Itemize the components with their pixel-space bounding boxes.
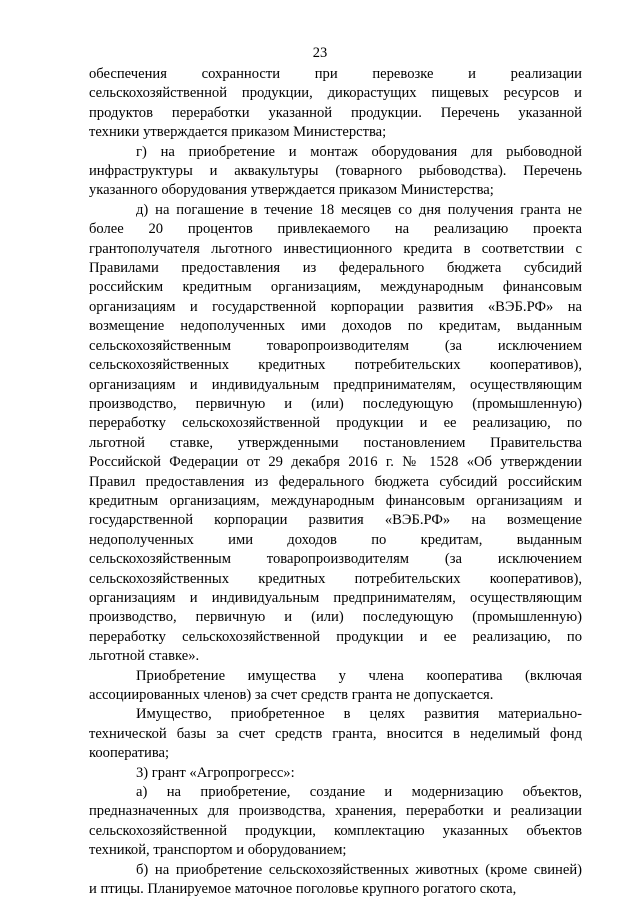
- paragraph-b-animals: [89, 861, 582, 900]
- text-line: производство, первичную и (или) последующую (промышленную): [89, 609, 582, 626]
- text-line: производство, первичную и (или) последующую (промышленную): [89, 395, 582, 412]
- paragraph-3-agroprogress: [89, 764, 582, 783]
- text-line: указанного оборудования утверждается приказом Министерства;: [89, 182, 494, 199]
- text-line: кредитным организациям, международным финансовым организациям и: [89, 492, 582, 509]
- text-line: организациям и государственной корпорации развития «ВЭБ.РФ» на: [89, 298, 582, 315]
- text-line: российским кредитным организациям, международным финансовым: [89, 279, 582, 296]
- text-line: льготной ставке, утвержденными постановлением Правительства: [89, 434, 582, 451]
- text-line: Правилами предоставления из федерального бюджета субсидий: [89, 260, 582, 277]
- text-line: переработку сельскохозяйственной продукции и ее реализацию, по: [89, 628, 582, 645]
- page-number: 23: [312, 45, 328, 61]
- text-line: б) на приобретение сельскохозяйственных животных (кроме свиней): [136, 861, 582, 878]
- text-line: сельскохозяйственным товаропроизводителям (за исключением: [89, 551, 582, 568]
- text-line: недополученных ими доходов по кредитам, выданным: [89, 531, 582, 548]
- text-line: ассоциированных членов) за счет средств гранта не допускается.: [89, 687, 494, 703]
- paragraph-equipment-continued: [89, 65, 582, 143]
- text-line: сельскохозяйственных кредитных потребительских кооперативов),: [89, 357, 582, 374]
- paragraph-a-objects: [89, 783, 582, 861]
- text-line: 3) грант «Агропрогресс»:: [136, 764, 295, 781]
- text-line: государственной корпорации развития «ВЭБ.РФ» на возмещение: [89, 512, 582, 529]
- text-line: Российской Федерации от 29 декабря 2016 г. № 1528 «Об утверждении: [89, 454, 582, 471]
- text-line: продуктов переработки указанной продукции. Перечень указанной: [89, 104, 582, 121]
- text-line: и птицы. Планируемое маточное поголовье крупного рогатого скота,: [89, 881, 517, 898]
- text-line: а) на приобретение, создание и модернизацию объектов,: [136, 784, 582, 801]
- text-line: сельскохозяйственной продукции, комплектацию указанных объектов: [89, 822, 582, 839]
- text-line: более 20 процентов привлекаемого на реализацию проекта: [89, 221, 582, 238]
- text-line: техники утверждается приказом Министерства;: [89, 124, 387, 141]
- text-line: д) на погашение в течение 18 месяцев со дня получения гранта не: [136, 201, 582, 218]
- document-body: [89, 65, 582, 899]
- paragraph-acquisition-prohibited: [89, 667, 582, 706]
- paragraph-indivisible-fund: [89, 705, 582, 763]
- text-line: Приобретение имущества у члена кооператива (включая: [136, 667, 582, 684]
- text-line: грантополучателя льготного инвестиционного кредита в соответствии с: [89, 240, 582, 257]
- text-line: Правил предоставления из федерального бюджета субсидий российским: [89, 473, 582, 490]
- text-line: Имущество, приобретенное в целях развития материально-: [136, 706, 582, 723]
- text-line: инфраструктуры и аквакультуры (товарного рыбоводства). Перечень: [89, 163, 582, 180]
- text-line: кооператива;: [89, 745, 170, 762]
- text-line: обеспечения сохранности при перевозке и реализации: [89, 66, 582, 82]
- text-line: переработку сельскохозяйственной продукции и ее реализацию, по: [89, 415, 582, 432]
- paragraph-g-fish: [89, 143, 582, 201]
- paragraph-d-credit: [89, 201, 582, 667]
- text-line: сельскохозяйственных кредитных потребительских кооперативов),: [89, 570, 582, 587]
- text-line: г) на приобретение и монтаж оборудования для рыбоводной: [136, 143, 582, 160]
- text-line: сельскохозяйственной продукции, дикорастущих пищевых ресурсов и: [89, 85, 582, 102]
- text-line: сельскохозяйственным товаропроизводителям (за исключением: [89, 337, 582, 354]
- text-line: возмещение недополученных ими доходов по кредитам, выданным: [89, 318, 582, 335]
- text-line: технической базы за счет средств гранта, вносится в неделимый фонд: [89, 725, 582, 742]
- text-line: предназначенных для производства, хранения, переработки и реализации: [89, 803, 582, 820]
- text-line: льготной ставке».: [89, 648, 200, 665]
- text-line: организациям и индивидуальным предпринимателям, осуществляющим: [89, 376, 582, 393]
- text-line: техникой, транспортом и оборудованием;: [89, 842, 347, 859]
- text-line: организациям и индивидуальным предпринимателям, осуществляющим: [89, 589, 582, 606]
